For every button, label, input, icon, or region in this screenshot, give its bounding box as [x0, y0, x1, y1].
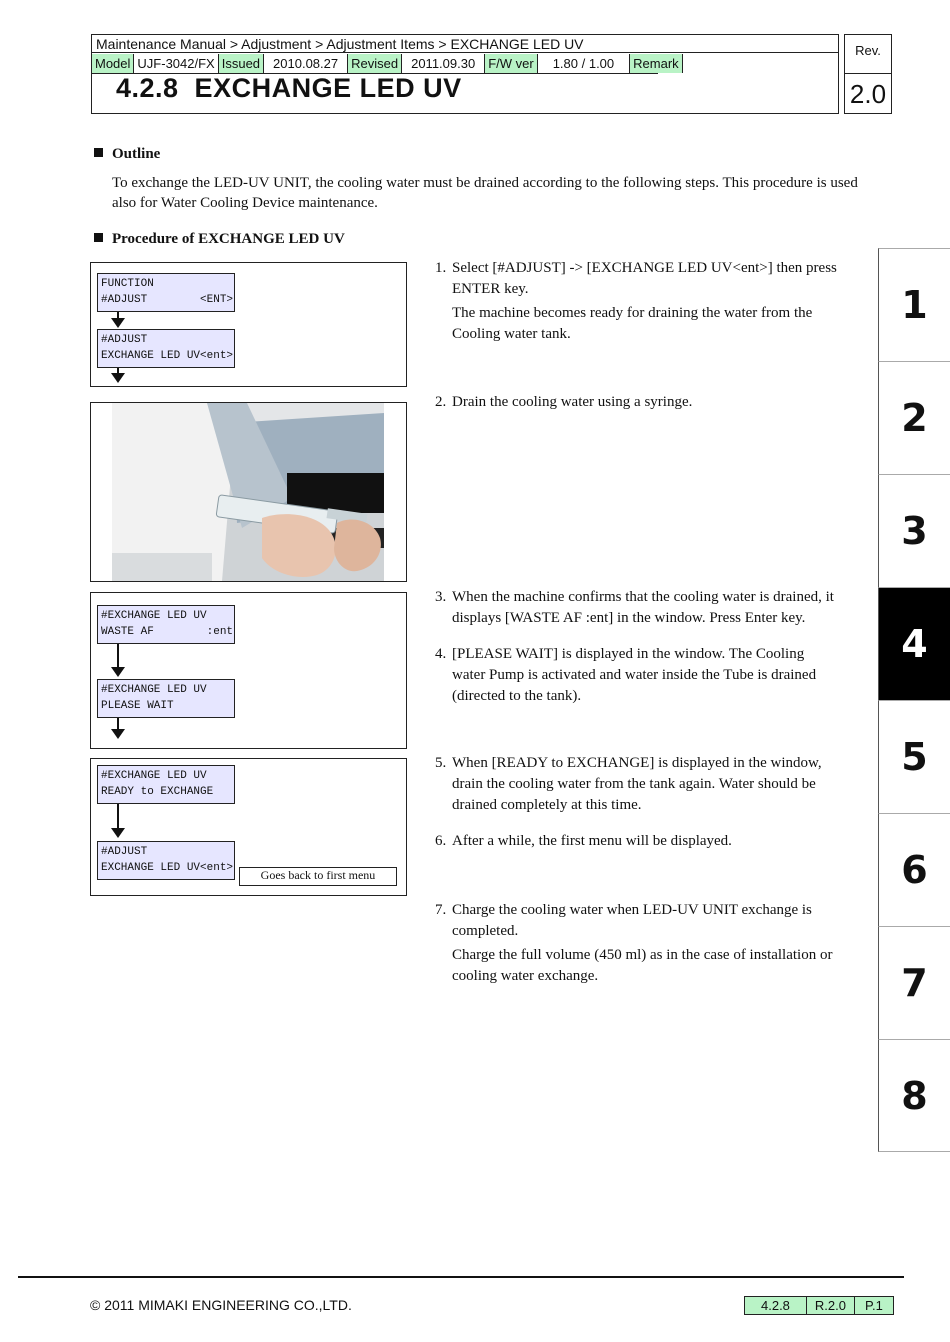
lcd-screen: #ADJUST EXCHANGE LED UV<ent>	[97, 329, 235, 368]
bullet-square-icon	[94, 233, 103, 242]
lcd-screen: #ADJUST EXCHANGE LED UV<ent>	[97, 841, 235, 880]
document-header	[91, 34, 839, 114]
flow-line	[117, 804, 119, 829]
lcd-screen: #EXCHANGE LED UV READY to EXCHANGE	[97, 765, 235, 804]
model-value: UJF-3042/FX	[134, 54, 218, 73]
remark-label: Remark	[630, 54, 683, 73]
chapter-tab-8[interactable]: 8	[878, 1039, 950, 1152]
footer-rule	[18, 1276, 904, 1278]
chapter-tab-3[interactable]: 3	[878, 474, 950, 587]
page-info	[744, 1296, 894, 1315]
outline-heading: Outline	[94, 146, 160, 163]
fw-value: 1.80 / 1.00	[538, 54, 630, 73]
revised-value: 2011.09.30	[402, 54, 485, 73]
chapter-tab-2[interactable]: 2	[878, 361, 950, 474]
lcd-screen: #EXCHANGE LED UV PLEASE WAIT	[97, 679, 235, 718]
bullet-square-icon	[94, 148, 103, 157]
syringe-photo	[112, 403, 384, 581]
chapter-tab-4[interactable]: 4	[878, 587, 950, 700]
lcd-screen: FUNCTION #ADJUST <ENT>	[97, 273, 235, 312]
chapter-tab-7[interactable]: 7	[878, 926, 950, 1039]
step-3: 3. When the machine confirms that the cooling water is drained, it displays [WASTE AF :ent] in the window. Press Enter key.	[435, 589, 834, 626]
step-5: 5. When [READY to EXCHANGE] is displayed in the window, drain the cooling water from the tank again. Water should be drained completely at this time.	[435, 755, 822, 813]
step-1: 1. Select [#ADJUST] -> [EXCHANGE LED UV<ent>] then press ENTER key. The machine becomes ready for draining the water from the Cooling water tank.	[435, 260, 837, 342]
arrow-down-icon	[111, 729, 125, 739]
chapter-tab-1[interactable]: 1	[878, 248, 950, 361]
arrow-down-icon	[111, 828, 125, 838]
arrow-down-icon	[111, 373, 125, 383]
revised-label: Revised	[348, 54, 402, 73]
arrow-down-icon	[111, 318, 125, 328]
issued-value: 2010.08.27	[264, 54, 348, 73]
revision-box	[844, 34, 892, 114]
fw-label: F/W ver	[485, 54, 538, 73]
return-note: Goes back to first menu	[239, 867, 397, 886]
arrow-down-icon	[111, 667, 125, 677]
outline-text: To exchange the LED-UV UNIT, the cooling water must be drained according to the following steps. This procedure is used also for Water Cooling Device maintenance.	[112, 175, 858, 211]
section-number: 4.2.8	[745, 1297, 807, 1314]
revision-number: R.2.0	[807, 1297, 855, 1314]
page-number: P.1	[855, 1297, 893, 1314]
breadcrumb: Maintenance Manual > Adjustment > Adjustment Items > EXCHANGE LED UV	[92, 35, 838, 53]
rev-value: 2.0	[849, 79, 887, 109]
step-2: 2. Drain the cooling water using a syringe.	[435, 394, 693, 410]
flow-line	[117, 644, 119, 669]
step-4: 4. [PLEASE WAIT] is displayed in the window. The Cooling water Pump is activated and water inside the Tube is drained (directed to the tank).	[435, 646, 817, 704]
copyright: © 2011 MIMAKI ENGINEERING CO.,LTD.	[90, 1297, 352, 1313]
page-title: 4.2.8 EXCHANGE LED UV	[116, 73, 462, 103]
lcd-screen: #EXCHANGE LED UV WASTE AF :ent	[97, 605, 235, 644]
procedure-heading: Procedure of EXCHANGE LED UV	[94, 231, 345, 248]
issued-label: Issued	[219, 54, 264, 73]
model-label: Model	[92, 54, 134, 73]
step-7: 7. Charge the cooling water when LED-UV UNIT exchange is completed. Charge the full volume (450 ml) as in the case of installation or cooling water exchange.	[435, 902, 833, 984]
rev-label: Rev.	[855, 43, 881, 58]
chapter-tab-6[interactable]: 6	[878, 813, 950, 926]
step-6: 6. After a while, the first menu will be displayed.	[435, 833, 732, 849]
chapter-tab-5[interactable]: 5	[878, 700, 950, 813]
meta-row	[92, 54, 679, 74]
